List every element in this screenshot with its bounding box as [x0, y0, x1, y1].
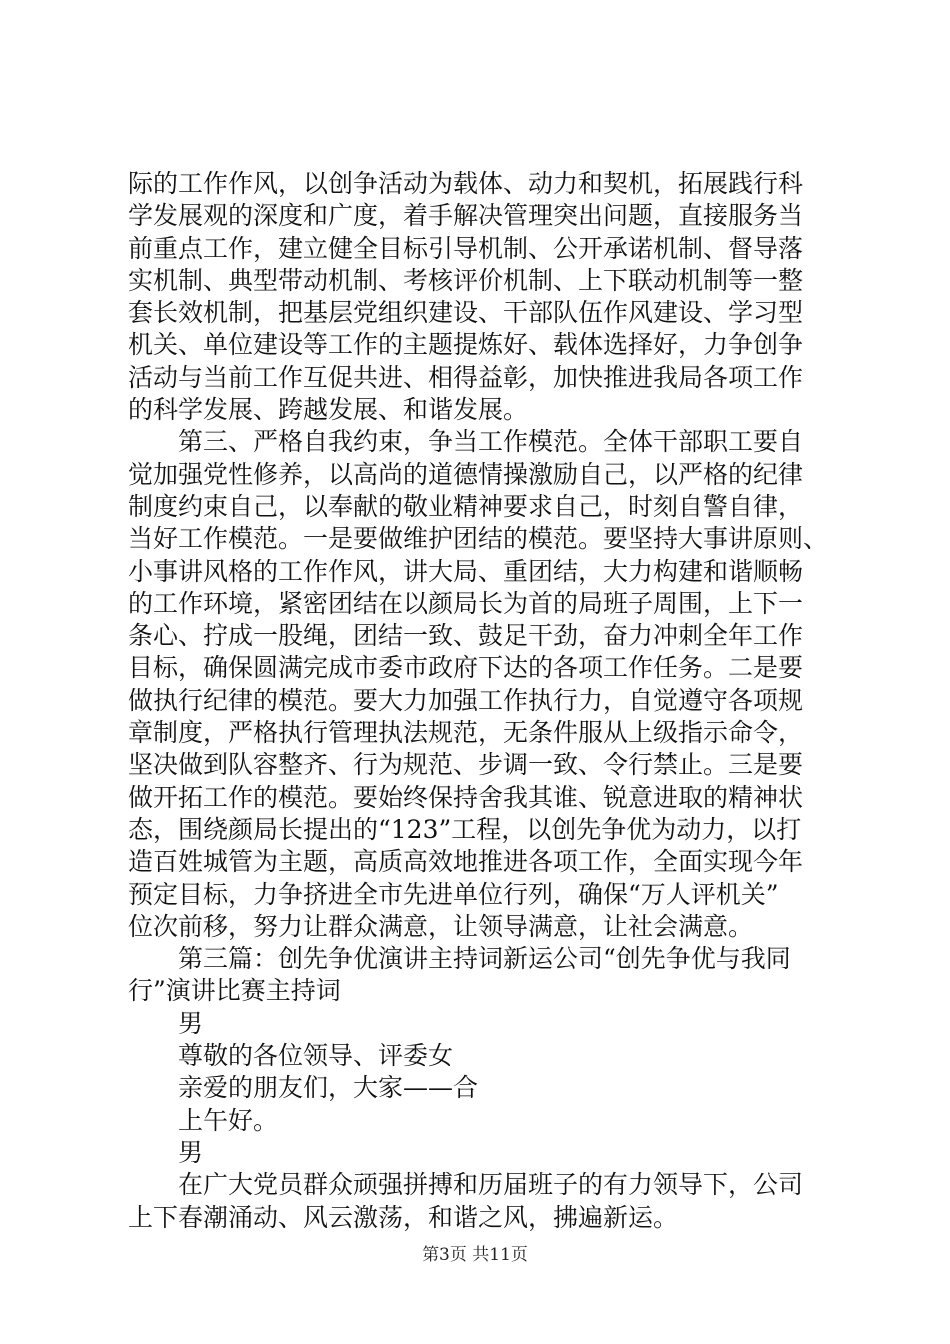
- speaker-label: 男: [178, 1008, 204, 1038]
- section-heading-line: 第三篇：创先争优演讲主持词新运公司“创先争优与我同: [178, 944, 791, 974]
- section-heading-line: 行”演讲比赛主持词: [128, 976, 341, 1006]
- text-line: 际的工作作风，以创争活动为载体、动力和契机，拓展践行科: [128, 169, 804, 198]
- text-line: 位次前移，努力让群众满意，让领导满意，让社会满意。: [128, 911, 754, 941]
- text-line: 预定目标，力争挤进全市先进单位行列，确保“万人评机关”: [128, 879, 779, 909]
- text-line: 做执行纪律的模范。要大力加强工作执行力，自觉遵守各项规: [128, 685, 804, 715]
- document-body: [128, 168, 828, 1234]
- text-line: 制度约束自己，以奉献的敬业精神要求自己，时刻自警自律，: [128, 491, 804, 521]
- text-line: 前重点工作，建立健全目标引导机制、公开承诺机制、督导落: [128, 233, 804, 263]
- greeting-line: 尊敬的各位领导、评委女: [178, 1041, 454, 1071]
- text-line: 实机制、典型带动机制、考核评价机制、上下联动机制等一整: [128, 265, 804, 295]
- text-line: 的工作环境，紧密团结在以颜局长为首的局班子周围，上下一: [128, 588, 804, 618]
- text-line: 做开拓工作的模范。要始终保持舍我其谁、锐意进取的精神状: [128, 782, 804, 812]
- page-number-footer: 第3页 共11页: [422, 1245, 528, 1265]
- text-line: 目标，确保圆满完成市委市政府下达的各项工作任务。二是要: [128, 653, 804, 683]
- speaker-label: 男: [178, 1137, 204, 1167]
- text-line: 章制度，严格执行管理执法规范，无条件服从上级指示命令，: [128, 718, 804, 748]
- text-line: 坚决做到队容整齐、行为规范、步调一致、令行禁止。三是要: [128, 750, 804, 780]
- text-line: 上下春潮涌动、风云激荡，和谐之风，拂遍新运。: [128, 1202, 679, 1232]
- text-line: 学发展观的深度和广度，着手解决管理突出问题，直接服务当: [128, 201, 804, 231]
- paragraph-start-line: 第三、严格自我约束，争当工作模范。全体干部职工要自: [178, 427, 804, 457]
- text-line: 的科学发展、跨越发展、和谐发展。: [128, 395, 529, 425]
- text-line: 机关、单位建设等工作的主题提炼好、载体选择好，力争创争: [128, 330, 804, 360]
- text-line: 套长效机制，把基层党组织建设、干部队伍作风建设、学习型: [128, 298, 804, 328]
- text-line: 活动与当前工作互促共进、相得益彰，加快推进我局各项工作: [128, 362, 804, 392]
- text-line: 觉加强党性修养，以高尚的道德情操激励自己，以严格的纪律: [128, 459, 804, 489]
- text-line: 造百姓城管为主题，高质高效地推进各项工作，全面实现今年: [128, 847, 804, 877]
- paragraph-start-line: 在广大党员群众顽强拼搏和历届班子的有力领导下，公司: [178, 1170, 804, 1200]
- text-line: 当好工作模范。一是要做维护团结的模范。要坚持大事讲原则、: [128, 524, 829, 554]
- text-line: 态，围绕颜局长提出的“123”工程，以创先争优为动力，以打: [128, 814, 802, 844]
- greeting-line: 上午好。: [178, 1105, 279, 1135]
- text-line: 小事讲风格的工作作风，讲大局、重团结，大力构建和谐顺畅: [128, 556, 804, 586]
- greeting-line: 亲爱的朋友们，大家——合: [178, 1073, 479, 1103]
- text-line: 条心、拧成一股绳，团结一致、鼓足干劲，奋力冲刺全年工作: [128, 621, 804, 651]
